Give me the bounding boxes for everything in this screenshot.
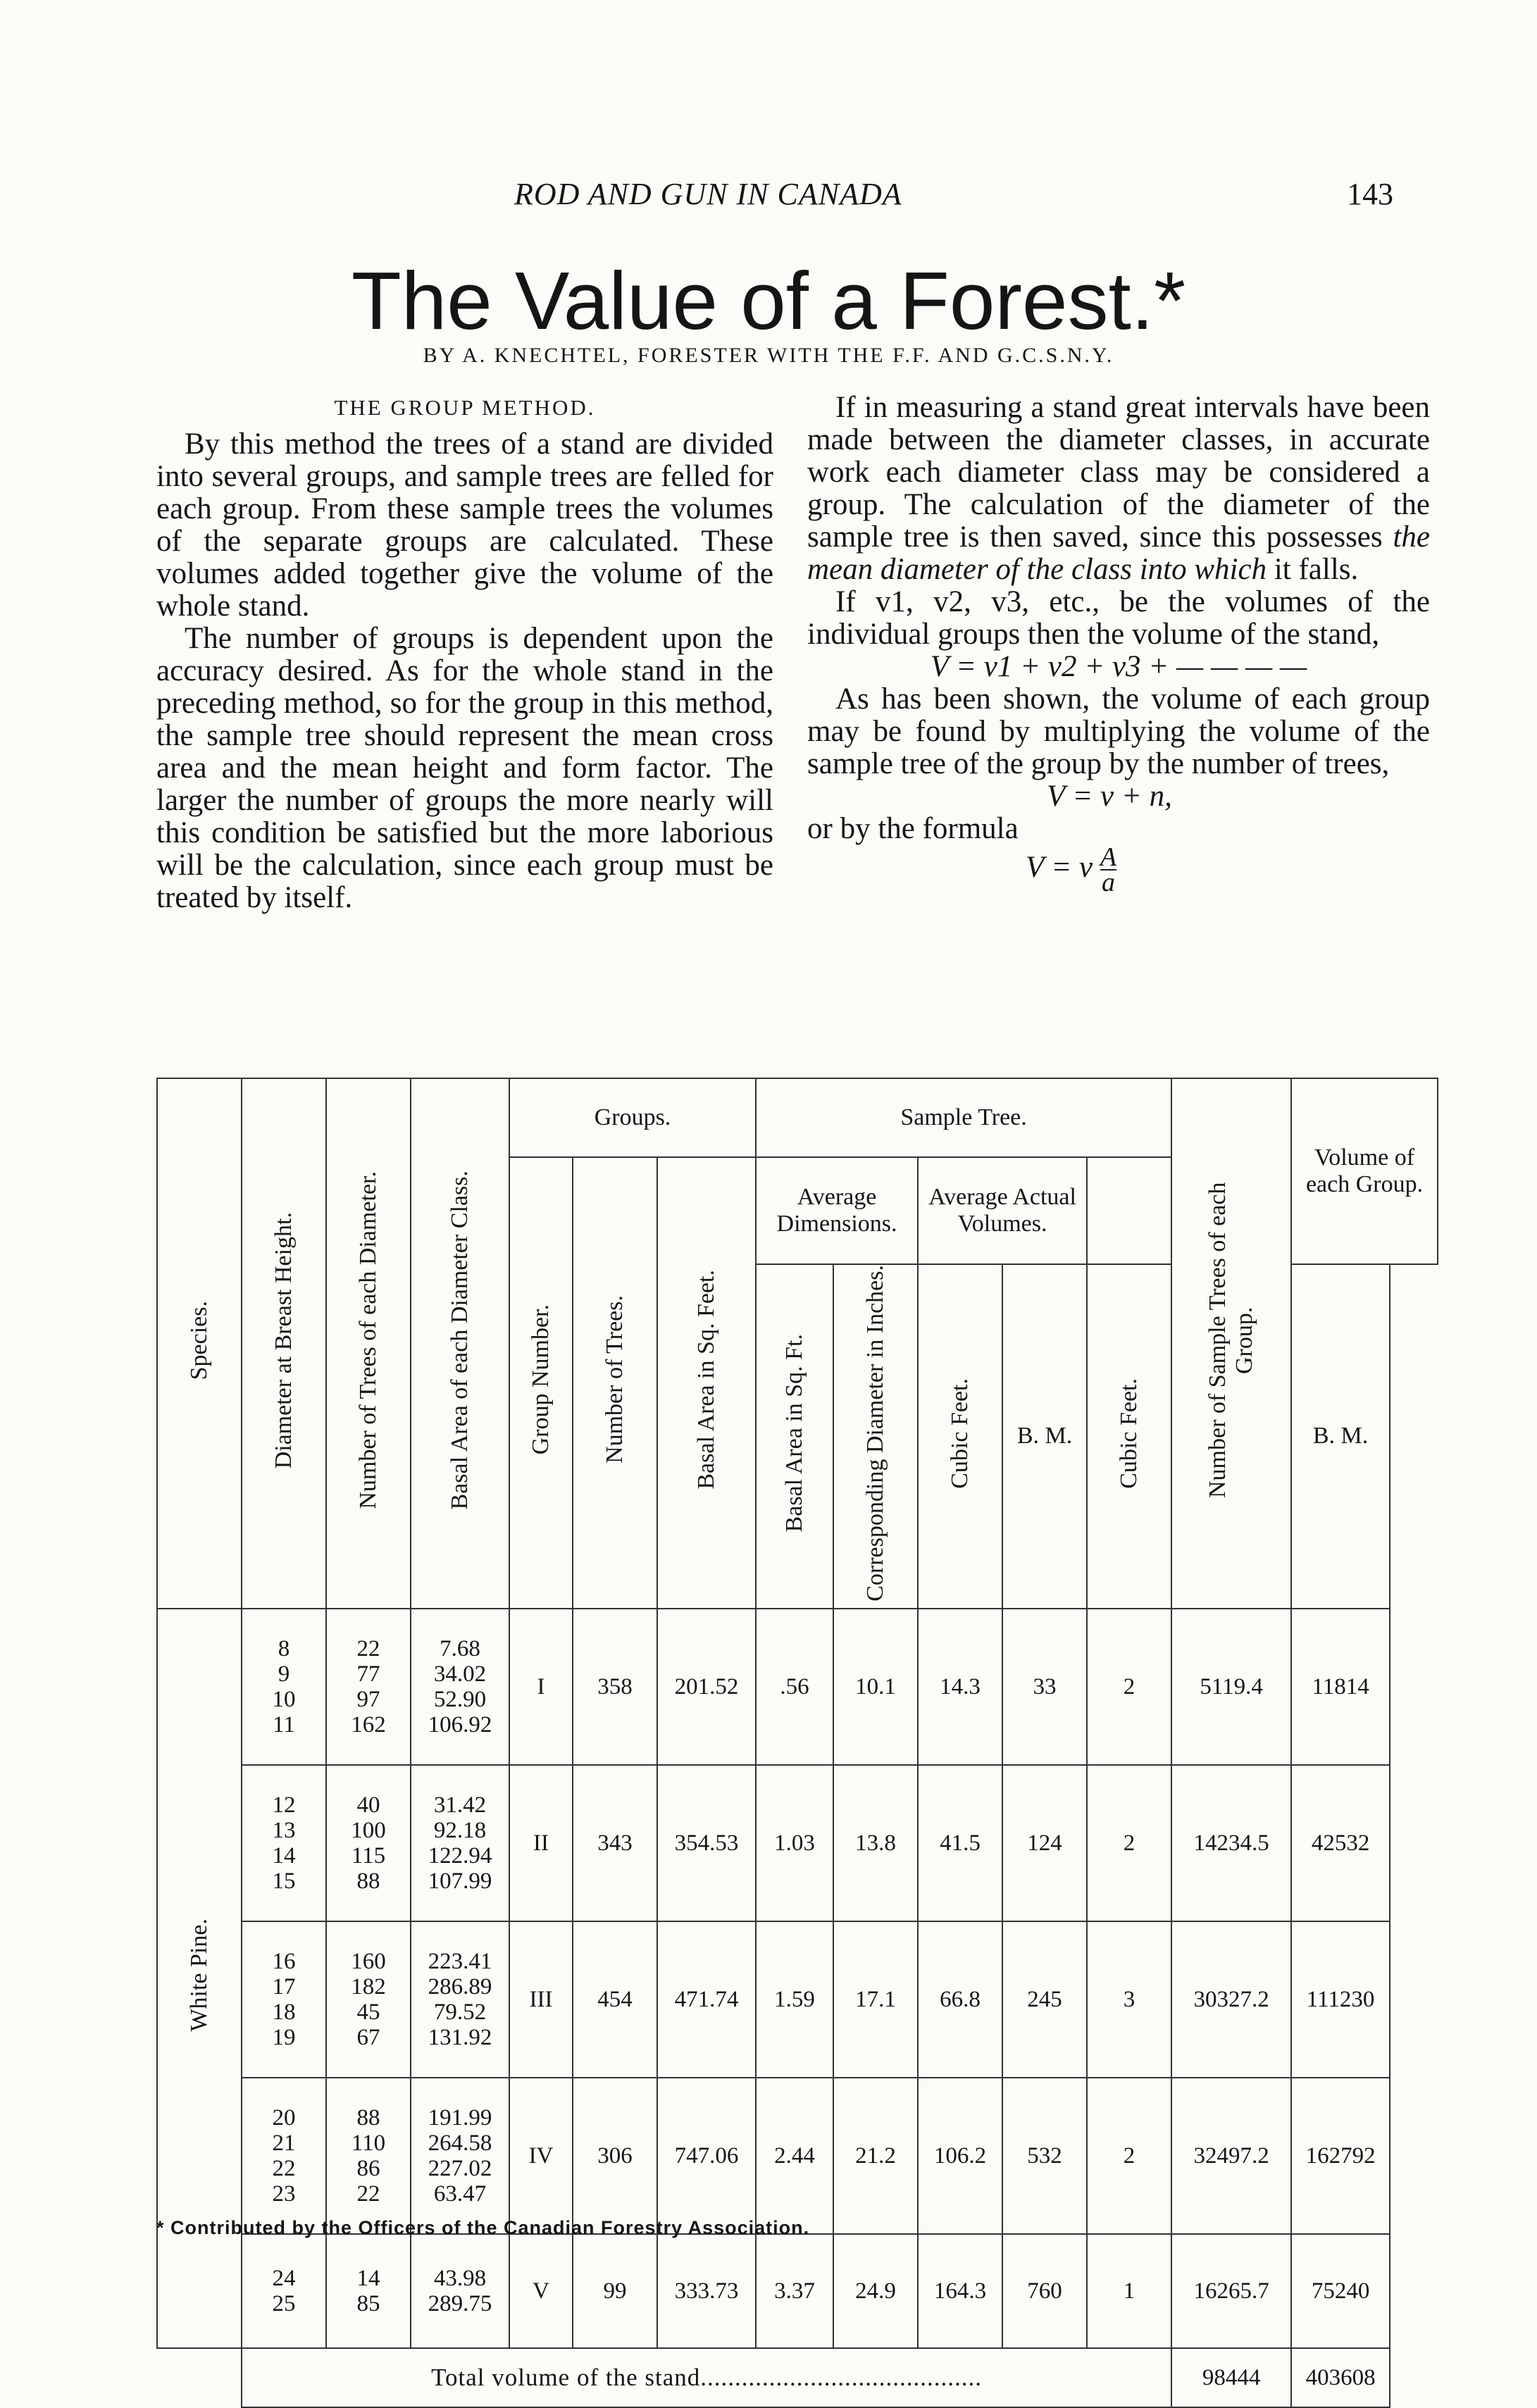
cell-s_ba: 1.59 xyxy=(756,1921,833,2078)
cell-s_d: 10.1 xyxy=(833,1609,918,1765)
cell-group: I xyxy=(509,1609,573,1765)
formula-product: V = v + n, xyxy=(1047,780,1172,813)
cubic-feet-header: Cubic Feet. xyxy=(918,1264,1002,1609)
sample-tree-header: Sample Tree. xyxy=(756,1078,1171,1157)
total-cubic-feet: 98444 xyxy=(1171,2348,1291,2407)
paragraph: If in measuring a stand great intervals have been made between the diameter classes, in accurate work each diameter class may be considered a group. The calculation of the diameter of the sample tree is then saved, since this possesses the mean diameter of the class into which it falls. xyxy=(807,391,1430,586)
cell-diameters: 24 25 xyxy=(242,2234,326,2348)
cell-diameters: 20 21 22 23 xyxy=(242,2078,326,2234)
cell-diameters: 16 17 18 19 xyxy=(242,1921,326,2078)
cell-n: 306 xyxy=(573,2078,657,2234)
table-row xyxy=(157,2078,1438,2234)
total-bm: 403608 xyxy=(1291,2348,1390,2407)
cell-s_d: 24.9 xyxy=(833,2234,918,2348)
vol-bm-header: B. M. xyxy=(1291,1264,1390,1609)
paragraph: If v1, v2, v3, etc., be the volumes of the individual groups then the volume of the stand, xyxy=(807,585,1430,651)
vol-cubic-feet-header: Cubic Feet. xyxy=(1087,1264,1171,1609)
cell-ns: 1 xyxy=(1087,2234,1171,2348)
cell-vbm: 111230 xyxy=(1291,1921,1390,2078)
cell-ns: 2 xyxy=(1087,2078,1171,2234)
byline: BY A. KNECHTEL, FORESTER WITH THE F.F. AND G.C.S.N.Y. xyxy=(423,344,1114,367)
species-header: Species. xyxy=(157,1078,242,1609)
cell-cf: 14.3 xyxy=(918,1609,1002,1765)
volume-group-header: Volume of each Group. xyxy=(1291,1078,1438,1264)
cell-diameters: 12 13 14 15 xyxy=(242,1765,326,1921)
running-head xyxy=(0,176,1537,225)
total-row xyxy=(157,2348,1438,2407)
cell-trees: 88 110 86 22 xyxy=(326,2078,411,2234)
cell-cf: 66.8 xyxy=(918,1921,1002,2078)
cell-basal: 191.99 264.58 227.02 63.47 xyxy=(411,2078,509,2234)
paragraph: As has been shown, the volume of each group may be found by multiplying the volume of the sample tree of the group by the number of trees, xyxy=(807,682,1430,780)
formula-ratio: V = v $\frac{A}{a}$ xyxy=(1026,842,1117,897)
group-number-header: Group Number. xyxy=(509,1157,573,1609)
cell-vcf: 16265.7 xyxy=(1171,2234,1291,2348)
cell-ba: 354.53 xyxy=(657,1765,756,1921)
cell-vcf: 32497.2 xyxy=(1171,2078,1291,2234)
total-label: Total volume of the stand......................................... xyxy=(242,2348,1171,2407)
cell-bm: 33 xyxy=(1002,1609,1087,1765)
cell-group: II xyxy=(509,1765,573,1921)
trees-each-header: Number of Trees of each Diameter. xyxy=(326,1078,411,1609)
right-column xyxy=(807,391,1430,897)
article-title: The Value of a Forest.* xyxy=(351,255,1186,347)
paragraph: The number of groups is dependent upon the accuracy desired. As for the whole stand in the preceding method, so for the group in this method, the sample tree should represent the mean cross area and the mean height and form factor. The larger the number of groups the more nearly will this condition be satisfied but the more laborious will be the calculation, since each group must be treated by itself. xyxy=(156,622,773,914)
cell-group: IV xyxy=(509,2078,573,2234)
cell-cf: 164.3 xyxy=(918,2234,1002,2348)
cell-trees: 160 182 45 67 xyxy=(326,1921,411,2078)
page-number: 143 xyxy=(1347,177,1393,211)
cell-basal: 43.98 289.75 xyxy=(411,2234,509,2348)
cell-trees: 40 100 115 88 xyxy=(326,1765,411,1921)
diameter-header: Diameter at Breast Height. xyxy=(242,1078,326,1609)
cell-n: 358 xyxy=(573,1609,657,1765)
table-row xyxy=(157,1921,1438,2078)
cell-vcf: 14234.5 xyxy=(1171,1765,1291,1921)
cell-vbm: 42532 xyxy=(1291,1765,1390,1921)
cell-cf: 41.5 xyxy=(918,1765,1002,1921)
cell-s_d: 17.1 xyxy=(833,1921,918,2078)
table-row xyxy=(157,1765,1438,1921)
cell-ns: 3 xyxy=(1087,1921,1171,2078)
cell-n: 454 xyxy=(573,1921,657,2078)
cell-s_ba: 2.44 xyxy=(756,2078,833,2234)
cell-s_d: 21.2 xyxy=(833,2078,918,2234)
cell-bm: 760 xyxy=(1002,2234,1087,2348)
left-column xyxy=(156,392,773,914)
cell-group: III xyxy=(509,1921,573,2078)
footnote: * Contributed by the Officers of the Canadian Forestry Association. xyxy=(156,2217,810,2238)
cell-vbm: 75240 xyxy=(1291,2234,1390,2348)
cell-n: 99 xyxy=(573,2234,657,2348)
cell-bm: 245 xyxy=(1002,1921,1087,2078)
cell-bm: 532 xyxy=(1002,2078,1087,2234)
basal-each-header: Basal Area of each Diameter Class. xyxy=(411,1078,509,1609)
cell-basal: 223.41 286.89 79.52 131.92 xyxy=(411,1921,509,2078)
cell-ba: 333.73 xyxy=(657,2234,756,2348)
bm-header: B. M. xyxy=(1002,1264,1087,1609)
table-row xyxy=(157,1609,1438,1765)
cell-ns: 2 xyxy=(1087,1765,1171,1921)
section-heading: THE GROUP METHOD. xyxy=(334,395,596,420)
avg-dimensions-header: Average Dimensions. xyxy=(756,1157,918,1264)
cell-group: V xyxy=(509,2234,573,2348)
species-cell: White Pine. xyxy=(157,1609,242,2348)
sample-trees-count-header: Number of Sample Trees of each Group. xyxy=(1171,1078,1291,1609)
corr-diameter-header: Corresponding Diameter in Inches. xyxy=(833,1264,918,1609)
avg-volumes-header: Average Actual Volumes. xyxy=(918,1157,1087,1264)
cell-ns: 2 xyxy=(1087,1609,1171,1765)
cell-s_ba: 1.03 xyxy=(756,1765,833,1921)
basal-sqft-header: Basal Area in Sq. Feet. xyxy=(657,1157,756,1609)
cell-ba: 201.52 xyxy=(657,1609,756,1765)
number-trees-header: Number of Trees. xyxy=(573,1157,657,1609)
paragraph: By this method the trees of a stand are divided into several groups, and sample trees are felled for each group. From these sample trees the volumes of the separate groups are calculated. These volumes added together give the volume of the whole stand. xyxy=(156,428,773,623)
cell-vbm: 11814 xyxy=(1291,1609,1390,1765)
cell-ba: 471.74 xyxy=(657,1921,756,2078)
cell-s_ba: 3.37 xyxy=(756,2234,833,2348)
cell-cf: 106.2 xyxy=(918,2078,1002,2234)
cell-trees: 14 85 xyxy=(326,2234,411,2348)
formula-sum: V = v1 + v2 + v3 + — — — — xyxy=(930,650,1307,683)
cell-vcf: 30327.2 xyxy=(1171,1921,1291,2078)
running-title: ROD AND GUN IN CANADA xyxy=(514,177,902,211)
sample-basal-header: Basal Area in Sq. Ft. xyxy=(756,1264,833,1609)
paragraph: or by the formula xyxy=(807,812,1019,845)
cell-basal: 7.68 34.02 52.90 106.92 xyxy=(411,1609,509,1765)
cell-bm: 124 xyxy=(1002,1765,1087,1921)
cell-s_ba: .56 xyxy=(756,1609,833,1765)
table-row xyxy=(157,2234,1438,2348)
cell-trees: 22 77 97 162 xyxy=(326,1609,411,1765)
cell-vbm: 162792 xyxy=(1291,2078,1390,2234)
cell-s_d: 13.8 xyxy=(833,1765,918,1921)
groups-header: Groups. xyxy=(509,1078,756,1157)
cell-basal: 31.42 92.18 122.94 107.99 xyxy=(411,1765,509,1921)
cell-n: 343 xyxy=(573,1765,657,1921)
cell-vcf: 5119.4 xyxy=(1171,1609,1291,1765)
cell-ba: 747.06 xyxy=(657,2078,756,2234)
cell-diameters: 8 9 10 11 xyxy=(242,1609,326,1765)
